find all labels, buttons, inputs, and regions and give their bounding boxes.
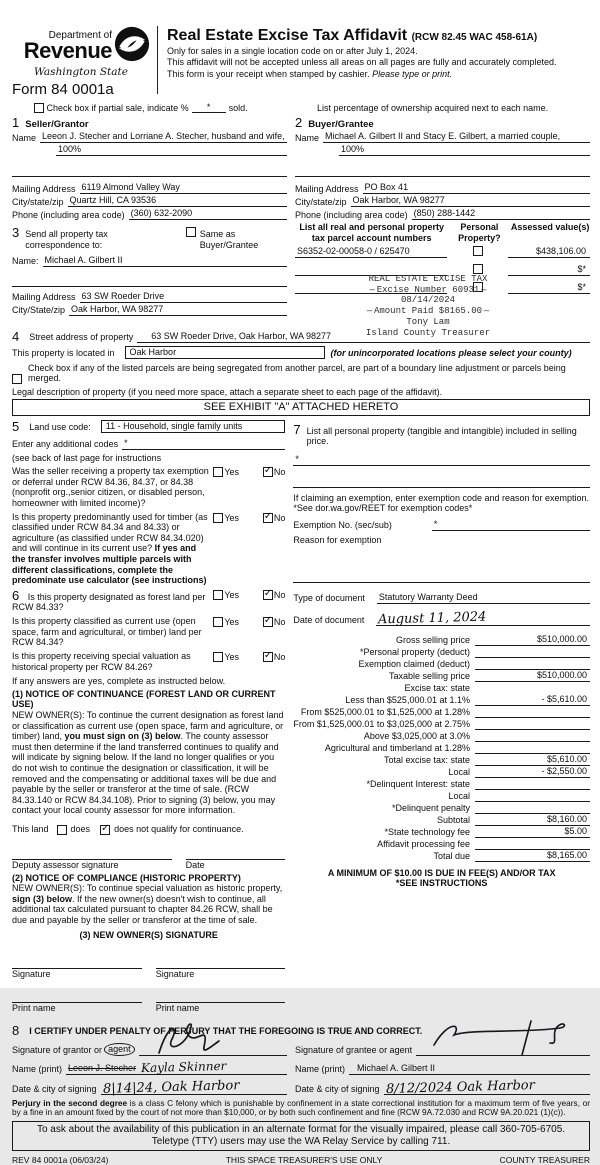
buyer-name-row: Name Michael A. Gilbert II and Stacy E. Gilbert, a married couple,: [295, 130, 590, 143]
exemption-note-2: *See dor.wa.gov/REET for exemption codes*: [293, 503, 473, 514]
delinquent-interest-state: [475, 778, 590, 790]
personal-property-list-line-2: [293, 475, 590, 488]
buyer-mailing-value: PO Box 41: [363, 182, 590, 194]
exemption-no-row: Exemption No. (sec/sub) *: [293, 518, 590, 531]
rcw-reference: (RCW 82.45 WAC 458-61A): [411, 32, 538, 43]
q-forest-no-checkbox: [263, 590, 273, 600]
buyer-name-value: Michael A. Gilbert II and Stacy E. Gilbert, a married couple,: [323, 131, 590, 143]
date-of-document-handwritten: August 11, 2024: [378, 609, 487, 627]
q-historical-yes-checkbox: [213, 652, 223, 662]
additional-codes-value: *: [122, 438, 285, 450]
date-of-document-row: Date of document August 11, 2024: [293, 610, 590, 626]
exemption-deferral-question: Was the seller receiving a property tax exemption or deferral under RCW 84.36, 84.37, or 84.38 (nonprofit org.,senior citizen, or disabled person, homeowner with limited income)? Yes ✓ No: [12, 466, 285, 508]
correspondence-city-value: Oak Harbor, WA 98277: [69, 304, 287, 316]
deputy-date-label: Date: [185, 860, 205, 871]
form-header: [12, 26, 590, 99]
q-exemption-no-checkbox: [263, 467, 273, 477]
see-back-note: (see back of last page for instructions: [12, 452, 162, 463]
buyer-mailing-row: Mailing Address PO Box 41: [295, 181, 590, 194]
deputy-date-line: [186, 847, 286, 860]
type-of-document-row: Type of document Statutory Warranty Deed: [293, 591, 590, 604]
owner-printname-line-1: [12, 990, 142, 1003]
dor-logo-icon: [114, 26, 150, 65]
personal-property-checkbox-1: [473, 246, 483, 256]
grantee-date-handwritten: 8/12/2024 Oak Harbor: [385, 1077, 535, 1097]
owner-signature-label-1: Signature: [12, 969, 51, 980]
seller-phone-value: (360) 632-2090: [129, 208, 287, 220]
street-address-row: 4 Street address of property 63 SW Roeder Drive, Oak Harbor, WA 98277: [12, 330, 590, 343]
seller-mailing-value: 6119 Almond Valley Way: [80, 182, 287, 194]
taxable-selling-price: $510,000.00: [475, 670, 590, 682]
seller-name-extra-line: [12, 164, 287, 177]
revenue-wordmark: Revenue: [23, 38, 112, 64]
notice-continuance-title: (1) NOTICE OF CONTINUANCE (FOREST LAND OR CURRENT USE): [12, 688, 276, 710]
assessed-value-1: $438,106.00: [508, 246, 590, 258]
assessed-value-3: $*: [508, 282, 590, 294]
grantor-name-handwritten: Kayla Skinner: [140, 1058, 227, 1076]
type-of-document-value: Statutory Warranty Deed: [377, 592, 590, 604]
header-note-1: Only for sales in a single location code on or after July 1, 2024.: [167, 45, 418, 56]
buyer-name-extra-line: [295, 164, 590, 177]
seller-city-row: City/state/zip Quartz Hill, CA 93536: [12, 194, 287, 207]
header-note-2: This affidavit will not be accepted unless all areas on all pages are fully and accurately completed.: [167, 57, 557, 68]
new-owners-signature-title: (3) NEW OWNER(S) SIGNATURE: [79, 929, 218, 940]
excise-tax-state: [475, 683, 590, 694]
unincorporated-note: (for unincorporated locations please select your county): [330, 348, 572, 359]
partial-sale-percent-line: *: [192, 102, 226, 114]
buyer-name-value-2: 100%: [339, 144, 590, 156]
grantor-signature-row: Signature of grantor or agent: [12, 1041, 287, 1056]
exemption-claimed-deduct: [475, 658, 590, 670]
seller-city-value: Quartz Hill, CA 93536: [68, 195, 287, 207]
tax-computation-table: Gross selling price $510,000.00 *Personal property (deduct) Exemption claimed (deduct) Taxable selling price $510,000.00 Excise tax: state Less than $525,000.01 at 1.1% - $5,610.00 From $525,000.01 to $1,525,000 at 1.28% From $1,525,000.01 to $3,025,000 at 2.75% Above $3,025,000 at 3.0% Agricultural and timberland at 1.28% Total excise tax: state $5,610.00 Local - $2,550.00 *Delinquent Interest: state Local *Delinquent penalty Subtotal $8,160.00 *State technology fee $5.00 Affidavit processing fee Total due $8,165.00: [293, 634, 590, 862]
affidavit-processing-fee: [475, 838, 590, 850]
seller-mailing-row: Mailing Address 6119 Almond Valley Way: [12, 181, 287, 194]
correspondence-mailing-value: 63 SW Roeder Drive: [80, 291, 287, 303]
buyer-phone-row: Phone (including area code) (850) 288-1442: [295, 207, 590, 220]
section2-heading: 2 Buyer/Grantee: [295, 115, 374, 131]
gross-selling-price: $510,000.00: [475, 634, 590, 646]
owner-signature-label-2: Signature: [155, 969, 195, 980]
partial-sale-sold-label: sold.: [228, 102, 248, 113]
q-timber-yes-checkbox: [213, 513, 223, 523]
treasurer-excise-stamp: REAL ESTATE EXCISE TAX — Excise Number 60931 — 08/14/2024 — Amount Paid $8165.00 — Tony Lam Island County Treasurer: [323, 274, 533, 339]
deputy-assessor-label: Deputy assessor signature: [12, 860, 119, 871]
q-historical-no-checkbox: [263, 652, 273, 662]
correspondence-name-value: Michael A. Gilbert II: [43, 255, 287, 267]
state-technology-fee: $5.00: [475, 826, 590, 838]
notice-compliance-body: NEW OWNER(S): To continue special valuation as historic property, sign (3) below. If the new owner(s) doesn't wish to continue, all additional tax calculated pursuant to chapter 84.26 RCW, shall be due and payable by the seller or transferor at the time of sale.: [12, 883, 283, 926]
county-treasurer-label: COUNTY TREASURER: [499, 1154, 590, 1165]
ownership-note: List percentage of ownership acquired next to each name.: [317, 102, 549, 113]
forest-land-question: 6 Is this property designated as forest land per RCW 84.33? Yes ✓ No: [12, 589, 285, 613]
partial-sale-label: Check box if partial sale, indicate %: [46, 102, 189, 113]
tier4-tax: [475, 730, 590, 742]
minimum-due-note: A MINIMUM OF $10.00 IS DUE IN FEE(S) AND/OR TAX *SEE INSTRUCTIONS: [327, 867, 556, 889]
additional-codes-row: Enter any additional codes *: [12, 437, 285, 450]
header-divider: [157, 26, 158, 94]
seller-name-value: Leeon J. Stecher and Lorriane A. Stecher, husband and wife,: [40, 131, 287, 143]
located-in-row: This property is located in Oak Harbor (for unincorporated locations please select your county): [12, 347, 572, 359]
buyer-phone-value: (850) 288-1442: [412, 208, 590, 220]
agency-block: [12, 26, 150, 99]
form-title: Real Estate Excise Tax Affidavit (RCW 82.45 WAC 458-61A): [167, 27, 538, 44]
seller-name-row: Name Leeon J. Stecher and Lorriane A. Stecher, husband and wife,: [12, 130, 287, 143]
notice-compliance-title: (2) NOTICE OF COMPLIANCE (HISTORIC PROPERTY): [12, 872, 241, 883]
timber-agriculture-question: Is this property predominantly used for timber (as classified under RCW 84.34 and 84.33) or agriculture (as classified under RCW 84.34.020) and will continue in its current use? If yes and the transfer involves multiple parcels with different classifications, complete the predominate use calculator (see instructions) Yes ✓ No: [12, 512, 285, 586]
section7-heading: 7 List all personal property (tangible and intangible) included in selling price.: [293, 421, 577, 447]
q-timber-no-checkbox: [263, 513, 273, 523]
does-not-checkbox: [100, 825, 110, 835]
legal-description-label: Legal description of property (if you need more space, attach a separate sheet to each page of the affidavit).: [12, 386, 443, 397]
owner-printname-label-2: Print name: [155, 1002, 200, 1013]
agricultural-tax: [475, 742, 590, 754]
segregated-checkbox: [12, 374, 22, 384]
tier2-tax: [475, 706, 590, 718]
if-yes-note: If any answers are yes, complete as instructed below.: [12, 676, 226, 687]
parcel-number: S6352-02-00058-0 / 625470: [295, 246, 447, 258]
deputy-assessor-signature-line: [12, 847, 172, 860]
owner-signature-line-2: [156, 956, 286, 969]
continuance-qualify-row: This land does ✓ does not qualify for continuance.: [12, 822, 285, 835]
personal-property-list-line: *: [293, 454, 590, 466]
correspondence-name-row: Name: Michael A. Gilbert II: [12, 254, 287, 267]
section1-heading: 1 Seller/Grantor: [12, 115, 89, 131]
grantee-date-row: Date & city of signing 8/12/2024 Oak Harbor: [295, 1079, 590, 1095]
rev-number: REV 84 0001a (06/03/24): [12, 1154, 109, 1165]
buyer-city-value: Oak Harbor, WA 98277: [351, 195, 590, 207]
parcel-table-header: List all real and personal property tax parcel account numbers Personal Property? Assessed value(s): [299, 222, 590, 244]
correspondence-mailing-row: Mailing Address 63 SW Roeder Drive: [12, 290, 287, 303]
header-note-3: This form is your receipt when stamped by cashier. Please type or print.: [167, 69, 453, 80]
located-in-value: Oak Harbor: [125, 346, 325, 359]
delinquent-penalty: [475, 802, 590, 814]
partial-sale-row: [12, 102, 317, 114]
q-currentuse-no-checkbox: [263, 617, 273, 627]
treasurer-space-label: THIS SPACE TREASURER'S USE ONLY: [225, 1154, 383, 1165]
segregated-row: Check box if any of the listed parcels are being segregated from another parcel, are part of a boundary line adjustment or parcels being merged.: [12, 363, 590, 384]
grantee-name-row: Name (print) Michael A. Gilbert II: [295, 1060, 590, 1075]
q-currentuse-yes-checkbox: [213, 617, 223, 627]
perjury-note: Perjury in the second degree is a class C felony which is punishable by confinement in a state correctional institution for a maximum term of five years, or by a fine in an amount fixed by the court of not more than $10,000, or by both such confinement and fine (RCW 9A.72.030 and RCW 9A.20.021 (1)(c)).: [12, 1097, 591, 1118]
street-address-value: 63 SW Roeder Drive, Oak Harbor, WA 98277: [137, 331, 590, 343]
notice-continuance-body: NEW OWNER(S): To continue the current designation as forest land or classification as current use (open space, farm and agriculture, or timber) land, you must sign on (3) below. The county assessor must then determine if the land transferred continues to qualify and will indicate by signing below. If the land no longer qualifies or you do not wish to continue the designation or classification, it will be removed and the compensating or additional taxes will be due and payable by the seller or transferor at the time of sale. (RCW 84.33.140 or RCW 84.34.108). Prior to signing (3) below, you may contact your local county assessor for more information.: [12, 709, 284, 816]
seller-name-value-2: 100%: [56, 144, 287, 156]
grantee-name-printed: Michael A. Gilbert II: [349, 1063, 590, 1075]
current-use-question: Is this property classified as current use (open space, farm and agricultural, or timber) land per RCW 84.34? Yes ✓ No: [12, 616, 285, 648]
exemption-no-value: *: [432, 519, 590, 531]
same-as-buyer-checkbox: [186, 227, 196, 237]
local-tax: - $2,550.00: [475, 766, 590, 778]
legal-description-value: SEE EXHIBIT "A" ATTACHED HERETO: [12, 399, 590, 416]
personal-property-deduct: [475, 646, 590, 658]
correspondence-extra-line: [12, 274, 287, 287]
partial-sale-checkbox: [34, 103, 44, 113]
q-forest-yes-checkbox: [213, 590, 223, 600]
q-exemption-yes-checkbox: [213, 467, 223, 477]
total-due: $8,165.00: [475, 850, 590, 862]
form-number: Form 84 0001a: [12, 80, 114, 98]
delinquent-interest-local: [475, 790, 590, 802]
assessed-value-2: $*: [508, 264, 590, 276]
footer-row: [12, 1155, 590, 1165]
grantor-date-row: Date & city of signing 8|14|24, Oak Harbor: [12, 1079, 287, 1095]
parcel-row-1: [295, 244, 590, 258]
grantor-name-row: Name (print) Leeon J. Stecher Kayla Skinner: [12, 1060, 287, 1075]
owner-signature-line-1: [12, 956, 142, 969]
reason-for-exemption-label: Reason for exemption: [293, 534, 382, 545]
accessibility-note: To ask about the availability of this publication in an alternate format for the visually impaired, please call 360-705-6705. Teletype (TTY) users may use the WA Relay Service by calling 711.: [12, 1121, 590, 1151]
tier3-tax: [475, 718, 590, 730]
grantor-signature: [149, 1017, 227, 1057]
total-excise-tax-state: $5,610.00: [475, 754, 590, 766]
washington-state-label: Washington State: [34, 65, 128, 78]
grantee-signature-row: Signature of grantee or agent: [295, 1041, 590, 1056]
owner-printname-line-2: [156, 990, 286, 1003]
grantor-name-printed: Leeon J. Stecher: [68, 1062, 137, 1073]
land-use-row: 5 Land use code: 11 - Household, single family units: [12, 420, 285, 433]
reason-for-exemption-line: [293, 570, 590, 583]
agent-circled: agent: [104, 1043, 135, 1056]
owner-printname-label-1: Print name: [12, 1002, 56, 1013]
grantor-date-handwritten: 8|14|24, Oak Harbor: [102, 1077, 240, 1097]
seller-phone-row: Phone (including area code) (360) 632-2090: [12, 207, 287, 220]
does-checkbox: [57, 825, 67, 835]
same-as-buyer-label: Same as Buyer/Grantee: [199, 229, 259, 251]
exemption-note-1: If claiming an exemption, enter exemption code and reason for exemption.: [293, 492, 590, 503]
historical-question: Is this property receiving special valuation as historical property per RCW 84.26? Yes ✓ No: [12, 651, 285, 672]
land-use-value: 11 - Household, single family units: [101, 420, 286, 433]
grantee-signature: [426, 1015, 576, 1057]
tier1-tax: - $5,610.00: [475, 694, 590, 706]
section3-heading: 3 Send all property tax correspondence to: Same as Buyer/Grantee: [12, 226, 287, 250]
certify-heading: 8 I CERTIFY UNDER PENALTY OF PERJURY THAT THE FOREGOING IS TRUE AND CORRECT.: [12, 1022, 423, 1038]
correspondence-city-row: City/State/zip Oak Harbor, WA 98277: [12, 303, 287, 316]
dept-of-label: Department of: [48, 29, 112, 41]
buyer-city-row: City/state/zip Oak Harbor, WA 98277: [295, 194, 590, 207]
personal-property-checkbox-2: [473, 264, 483, 274]
subtotal: $8,160.00: [475, 814, 590, 826]
